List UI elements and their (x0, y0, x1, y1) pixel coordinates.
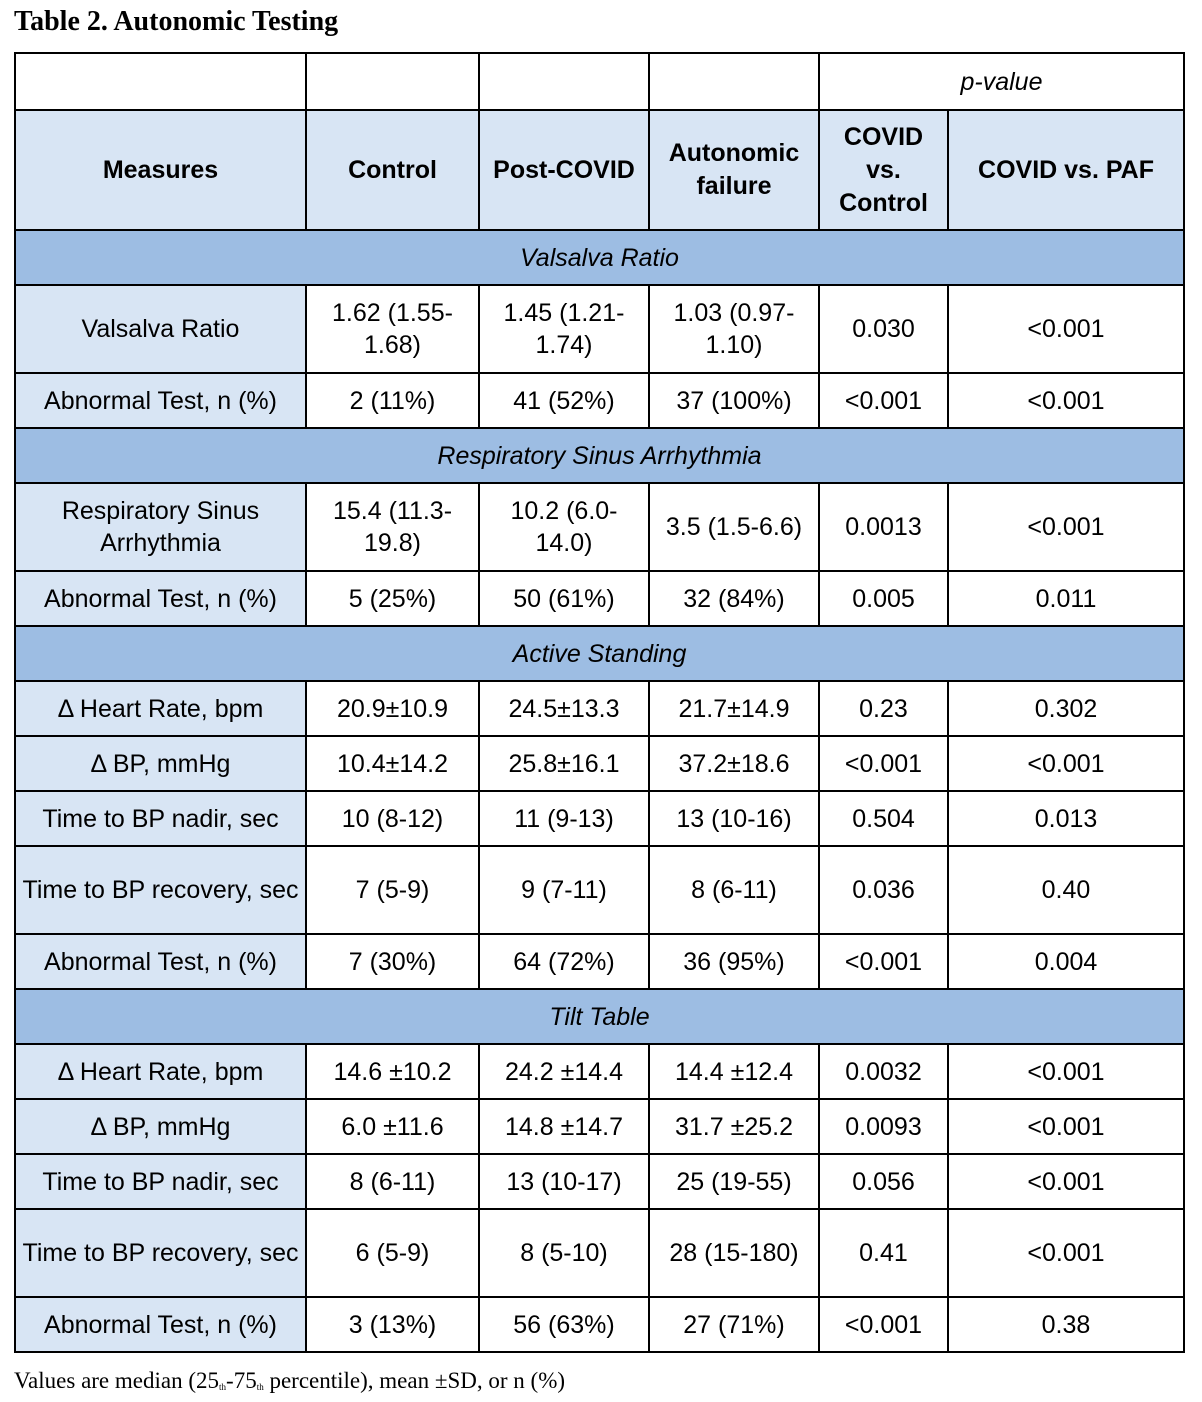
table-row (15, 1154, 1184, 1209)
row-label: Time to BP recovery, sec (15, 1209, 306, 1297)
row-label: Abnormal Test, n (%) (15, 934, 306, 989)
section-row (15, 626, 1184, 681)
column-header-measures: Measures (15, 110, 306, 230)
table-cell: 0.302 (948, 681, 1184, 736)
row-label: Δ Heart Rate, bpm (15, 681, 306, 736)
table-cell: 14.8 ±14.7 (479, 1099, 649, 1154)
table-cell: 0.23 (819, 681, 948, 736)
table-cell: 1.62 (1.55-1.68) (306, 285, 479, 373)
blank-cell (15, 53, 306, 110)
table-row (15, 373, 1184, 428)
table-cell: 0.504 (819, 791, 948, 846)
table-cell: 0.004 (948, 934, 1184, 989)
table-cell: 13 (10-16) (649, 791, 819, 846)
table-cell: 41 (52%) (479, 373, 649, 428)
table-row (15, 681, 1184, 736)
section-row (15, 989, 1184, 1044)
table-cell: 11 (9-13) (479, 791, 649, 846)
table-row (15, 791, 1184, 846)
table-cell: <0.001 (948, 373, 1184, 428)
table-row (15, 846, 1184, 934)
table-top-row (15, 53, 1184, 110)
section-title: Active Standing (15, 626, 1184, 681)
footnote-prefix: Values are median (25 (14, 1368, 220, 1393)
table-cell: 0.0093 (819, 1099, 948, 1154)
footnote-superscript-2: th (256, 1382, 264, 1392)
table-cell: 0.005 (819, 571, 948, 626)
table-row (15, 1044, 1184, 1099)
table-cell: 13 (10-17) (479, 1154, 649, 1209)
table-cell: 25 (19-55) (649, 1154, 819, 1209)
table-cell: 5 (25%) (306, 571, 479, 626)
table-cell: 2 (11%) (306, 373, 479, 428)
blank-cell (306, 53, 479, 110)
table-cell: <0.001 (819, 1297, 948, 1352)
table-cell: <0.001 (948, 483, 1184, 571)
table-cell: 6 (5-9) (306, 1209, 479, 1297)
table-cell: <0.001 (948, 1209, 1184, 1297)
table-cell: 0.011 (948, 571, 1184, 626)
table-cell: 0.0013 (819, 483, 948, 571)
table-cell: 0.38 (948, 1297, 1184, 1352)
table-cell: 1.03 (0.97-1.10) (649, 285, 819, 373)
row-label: Valsalva Ratio (15, 285, 306, 373)
row-label: Abnormal Test, n (%) (15, 373, 306, 428)
table-cell: 10 (8-12) (306, 791, 479, 846)
column-header-post-covid: Post-COVID (479, 110, 649, 230)
table-row (15, 1209, 1184, 1297)
row-label: Time to BP recovery, sec (15, 846, 306, 934)
row-label: Respiratory Sinus Arrhythmia (15, 483, 306, 571)
table-cell: 64 (72%) (479, 934, 649, 989)
table-cell: 3 (13%) (306, 1297, 479, 1352)
table-cell: <0.001 (948, 285, 1184, 373)
table-row (15, 571, 1184, 626)
column-header-control: Control (306, 110, 479, 230)
blank-cell (649, 53, 819, 110)
section-title: Respiratory Sinus Arrhythmia (15, 428, 1184, 483)
pvalue-header: p-value (819, 53, 1184, 110)
table-cell: 31.7 ±25.2 (649, 1099, 819, 1154)
table-cell: 0.056 (819, 1154, 948, 1209)
table-cell: 37.2±18.6 (649, 736, 819, 791)
table-cell: 0.036 (819, 846, 948, 934)
row-label: Abnormal Test, n (%) (15, 571, 306, 626)
table-cell: <0.001 (819, 373, 948, 428)
footnote-suffix: percentile), mean ±SD, or n (%) (263, 1368, 566, 1393)
table-cell: 0.41 (819, 1209, 948, 1297)
table-cell: 36 (95%) (649, 934, 819, 989)
table-cell: <0.001 (819, 934, 948, 989)
table-cell: 32 (84%) (649, 571, 819, 626)
table-cell: 28 (15-180) (649, 1209, 819, 1297)
footnote-middle: -75 (226, 1368, 257, 1393)
table-cell: 0.40 (948, 846, 1184, 934)
table-cell: <0.001 (948, 1044, 1184, 1099)
row-label: Δ BP, mmHg (15, 1099, 306, 1154)
row-label: Time to BP nadir, sec (15, 1154, 306, 1209)
table-cell: 10.4±14.2 (306, 736, 479, 791)
table-row (15, 934, 1184, 989)
table-cell: <0.001 (948, 1154, 1184, 1209)
table-cell: 8 (5-10) (479, 1209, 649, 1297)
table-row (15, 1099, 1184, 1154)
table-cell: 0.030 (819, 285, 948, 373)
table-cell: 27 (71%) (649, 1297, 819, 1352)
column-header-covid-vs-paf: COVID vs. PAF (948, 110, 1184, 230)
table-cell: 24.2 ±14.4 (479, 1044, 649, 1099)
autonomic-testing-table (14, 52, 1185, 1353)
section-row (15, 428, 1184, 483)
table-cell: 25.8±16.1 (479, 736, 649, 791)
table-cell: 20.9±10.9 (306, 681, 479, 736)
table-cell: 56 (63%) (479, 1297, 649, 1352)
table-cell: 8 (6-11) (649, 846, 819, 934)
table-cell: 0.0032 (819, 1044, 948, 1099)
row-label: Δ BP, mmHg (15, 736, 306, 791)
table-footnote (14, 1366, 565, 1402)
section-row (15, 230, 1184, 285)
table-cell: <0.001 (948, 736, 1184, 791)
table-cell: 8 (6-11) (306, 1154, 479, 1209)
table-row (15, 285, 1184, 373)
row-label: Abnormal Test, n (%) (15, 1297, 306, 1352)
table-row (15, 1297, 1184, 1352)
table-cell: 7 (5-9) (306, 846, 479, 934)
table-cell: 1.45 (1.21-1.74) (479, 285, 649, 373)
table-cell: 3.5 (1.5-6.6) (649, 483, 819, 571)
table-cell: 37 (100%) (649, 373, 819, 428)
table-cell: 15.4 (11.3-19.8) (306, 483, 479, 571)
table-cell: 24.5±13.3 (479, 681, 649, 736)
blank-cell (479, 53, 649, 110)
table-row (15, 736, 1184, 791)
table-cell: <0.001 (948, 1099, 1184, 1154)
table-cell: 21.7±14.9 (649, 681, 819, 736)
column-header-autonomic-failure: Autonomic failure (649, 110, 819, 230)
table-row (15, 483, 1184, 571)
table-caption: Table 2. Autonomic Testing (14, 6, 339, 37)
table-cell: 50 (61%) (479, 571, 649, 626)
footnote-superscript-1: th (219, 1382, 227, 1392)
column-header-row (15, 110, 1184, 230)
section-title: Tilt Table (15, 989, 1184, 1044)
table-cell: 10.2 (6.0-14.0) (479, 483, 649, 571)
table-cell: 14.6 ±10.2 (306, 1044, 479, 1099)
table-cell: 14.4 ±12.4 (649, 1044, 819, 1099)
row-label: Time to BP nadir, sec (15, 791, 306, 846)
table-cell: 9 (7-11) (479, 846, 649, 934)
table-cell: 0.013 (948, 791, 1184, 846)
table-cell: 7 (30%) (306, 934, 479, 989)
column-header-covid-vs-control: COVID vs. Control (819, 110, 948, 230)
row-label: Δ Heart Rate, bpm (15, 1044, 306, 1099)
section-title: Valsalva Ratio (15, 230, 1184, 285)
table-cell: 6.0 ±11.6 (306, 1099, 479, 1154)
table-cell: <0.001 (819, 736, 948, 791)
